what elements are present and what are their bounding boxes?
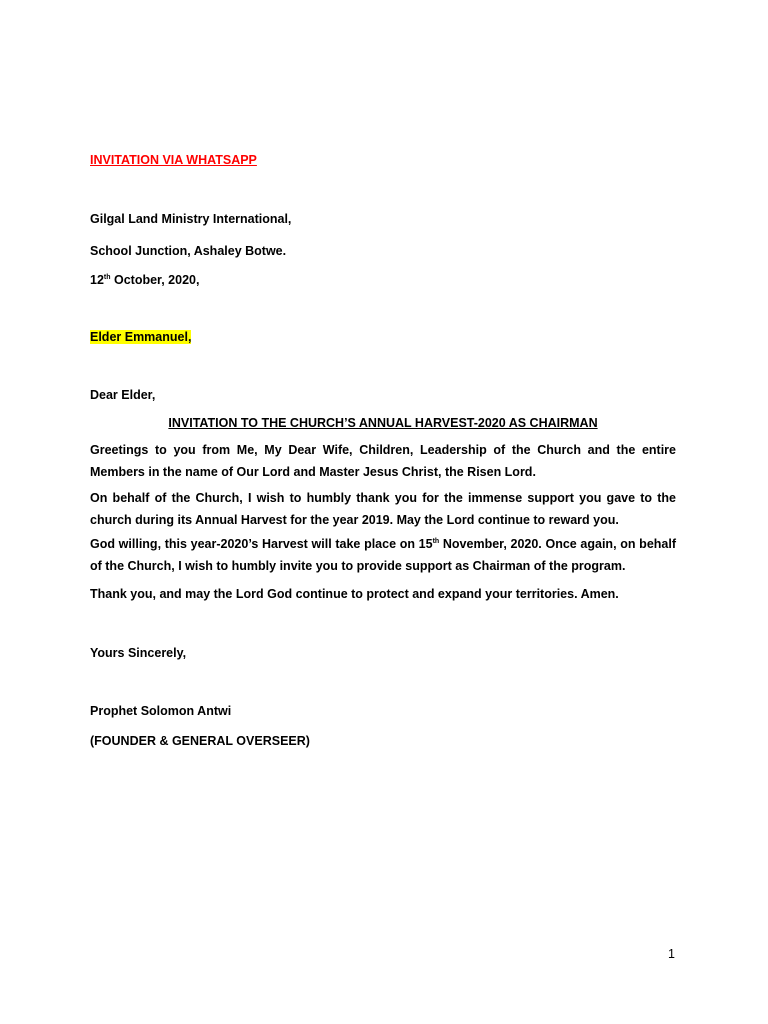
signatory-name: Prophet Solomon Antwi xyxy=(90,704,232,718)
invitation-text-end: November, 2020. Once again, on behalf of the Church, I wish to humbly invite you to provide support as Chairman of the program. xyxy=(90,537,676,573)
sender-organization: Gilgal Land Ministry International, xyxy=(90,212,292,226)
closing-phrase: Yours Sincerely, xyxy=(90,646,187,660)
paragraph-closing-wish: Thank you, and may the Lord God continue to protect and expand your territories. Amen. xyxy=(90,587,619,601)
page-number: 1 xyxy=(668,947,675,961)
invitation-text-start: God willing, this year-2020’s Harvest will take place on 15 xyxy=(90,537,433,551)
recipient-highlight: Elder Emmanuel, xyxy=(90,330,192,344)
invitation-date-suffix: th xyxy=(432,537,440,545)
signatory-title: (FOUNDER & GENERAL OVERSEER) xyxy=(90,734,310,748)
date-day: 12 xyxy=(90,273,104,287)
sender-address: School Junction, Ashaley Botwe. xyxy=(90,244,287,258)
document-heading: INVITATION VIA WHATSAPP xyxy=(90,153,257,167)
letter-date xyxy=(90,272,199,288)
date-rest: October, 2020, xyxy=(110,273,200,287)
paragraph-greetings: Greetings to you from Me, My Dear Wife, Children, Leadership of the Church and the entire Members in the name of Our Lord and Master Jesus Christ, the Risen Lord. xyxy=(90,443,676,479)
date-suffix: th xyxy=(103,273,111,281)
paragraph-thanks: On behalf of the Church, I wish to humbly thank you for the immense support you gave to the church during its Annual Harvest for the year 2019. May the Lord continue to reward you. xyxy=(90,491,676,527)
letter-subject: INVITATION TO THE CHURCH’S ANNUAL HARVEST-2020 AS CHAIRMAN xyxy=(168,416,598,430)
paragraph-invitation xyxy=(90,533,676,577)
recipient-name xyxy=(90,329,191,345)
salutation: Dear Elder, xyxy=(90,388,156,402)
